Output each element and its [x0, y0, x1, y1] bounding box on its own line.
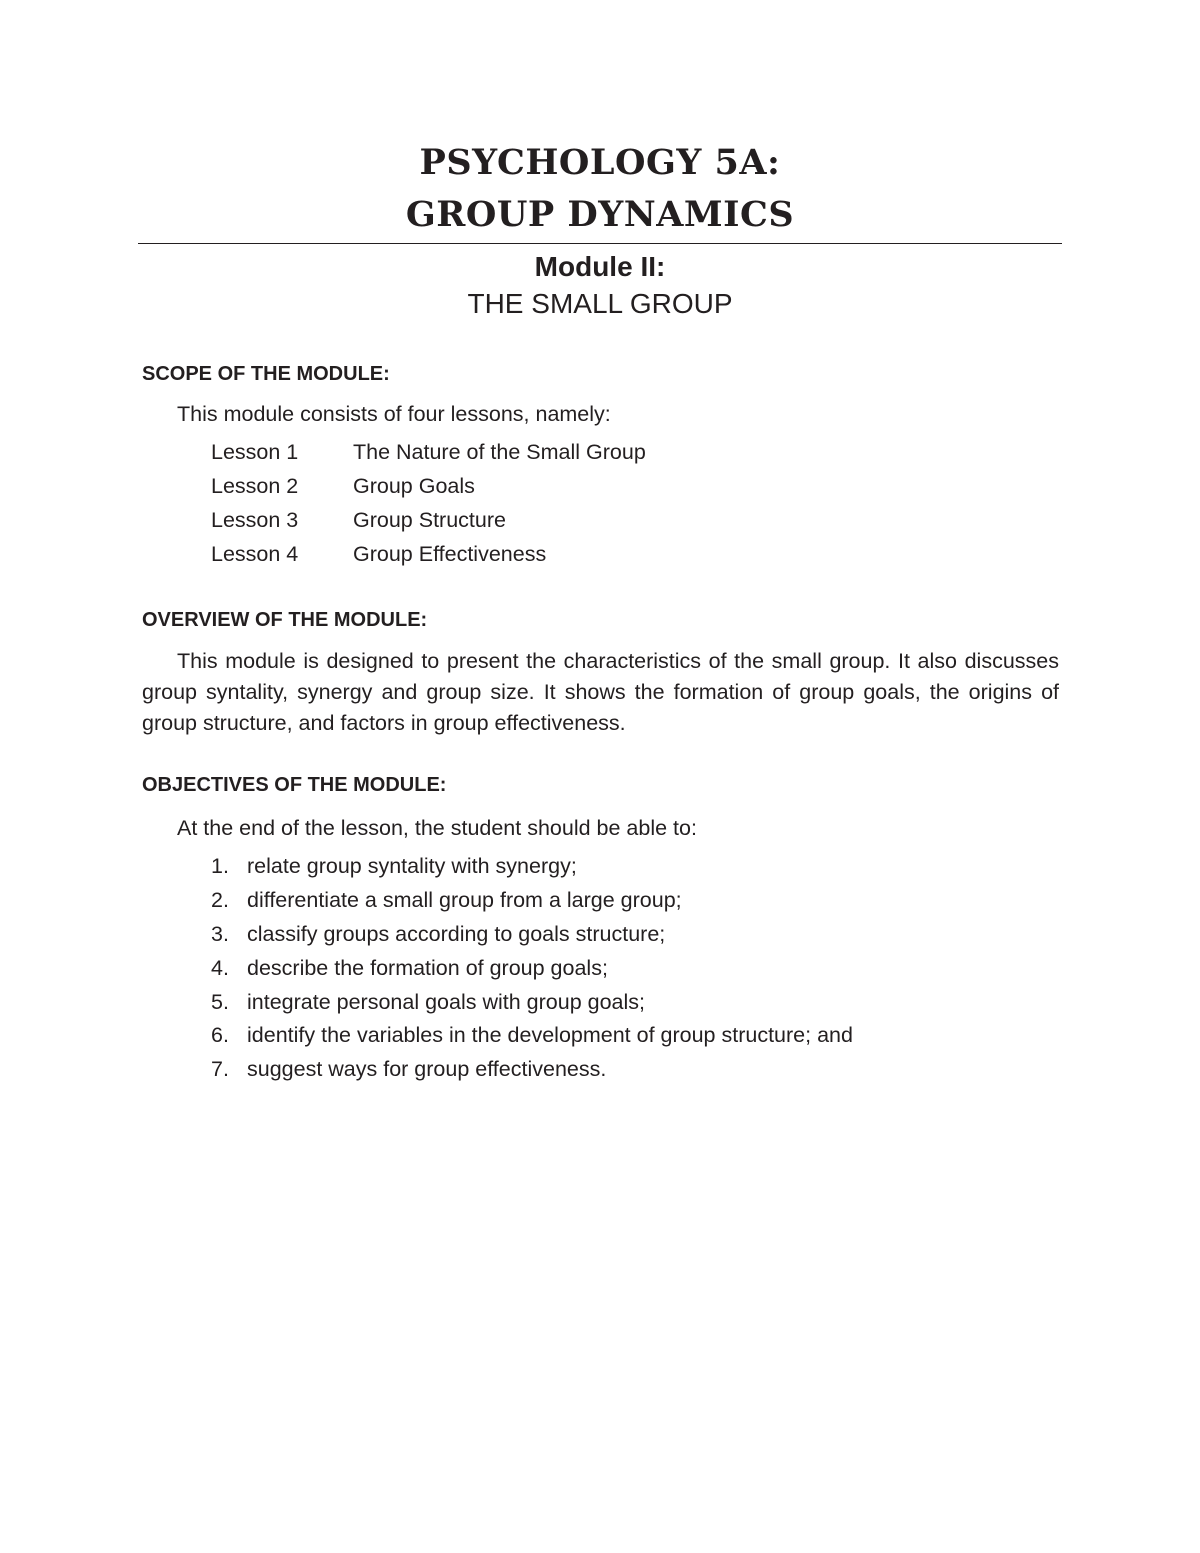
- objective-text: classify groups according to goals structure;: [247, 922, 666, 946]
- objective-item: [211, 987, 645, 1017]
- lesson-number: Lesson 1: [211, 440, 299, 464]
- objective-number: 1.: [211, 854, 229, 878]
- objective-text: relate group syntality with synergy;: [247, 854, 577, 878]
- objective-item: [211, 1020, 853, 1050]
- objective-number: 7.: [211, 1057, 229, 1081]
- objective-item: [211, 885, 682, 915]
- objective-item: [211, 851, 577, 881]
- lesson-number: Lesson 2: [211, 474, 299, 498]
- lesson-title: Group Effectiveness: [353, 542, 547, 566]
- scope-heading: SCOPE OF THE MODULE:: [142, 363, 390, 385]
- lesson-title: The Nature of the Small Group: [353, 440, 646, 464]
- module-number: Module II:: [534, 251, 666, 282]
- lesson-item: [211, 471, 475, 505]
- module-name: THE SMALL GROUP: [467, 288, 733, 319]
- course-subtitle: GROUP DYNAMICS: [405, 194, 795, 235]
- objective-number: 5.: [211, 990, 229, 1014]
- lesson-title: Group Structure: [353, 508, 506, 532]
- objective-text: integrate personal goals with group goals;: [247, 990, 646, 1014]
- overview-heading: OVERVIEW OF THE MODULE:: [142, 609, 428, 631]
- objective-number: 2.: [211, 888, 229, 912]
- objective-number: 6.: [211, 1023, 229, 1047]
- lesson-number: Lesson 4: [211, 542, 299, 566]
- lesson-item: [211, 539, 546, 573]
- title-divider: [138, 243, 1062, 244]
- objective-text: differentiate a small group from a large group;: [247, 888, 682, 912]
- objectives-intro: At the end of the lesson, the student should be able to:: [177, 816, 697, 840]
- scope-intro: This module consists of four lessons, namely:: [177, 402, 611, 426]
- lesson-number: Lesson 3: [211, 508, 299, 532]
- course-title: PSYCHOLOGY 5A:: [419, 142, 781, 183]
- objective-number: 4.: [211, 956, 229, 980]
- lesson-title: Group Goals: [353, 474, 475, 498]
- objective-number: 3.: [211, 922, 229, 946]
- objective-text: identify the variables in the development of group structure; and: [247, 1023, 853, 1047]
- objective-item: [211, 919, 665, 949]
- lesson-item: [211, 505, 506, 539]
- objectives-heading: OBJECTIVES OF THE MODULE:: [142, 774, 447, 796]
- objective-item: [211, 953, 608, 983]
- objective-item: [211, 1054, 606, 1084]
- objective-text: suggest ways for group effectiveness.: [247, 1057, 607, 1081]
- overview-paragraph: This module is designed to present the characteristics of the small group. It also discusses group syntality, synergy and group size. It shows the formation of group goals, the origins of group structure, and factors in group effectiveness.: [142, 649, 1059, 735]
- objective-text: describe the formation of group goals;: [247, 956, 608, 980]
- lesson-item: [211, 437, 646, 471]
